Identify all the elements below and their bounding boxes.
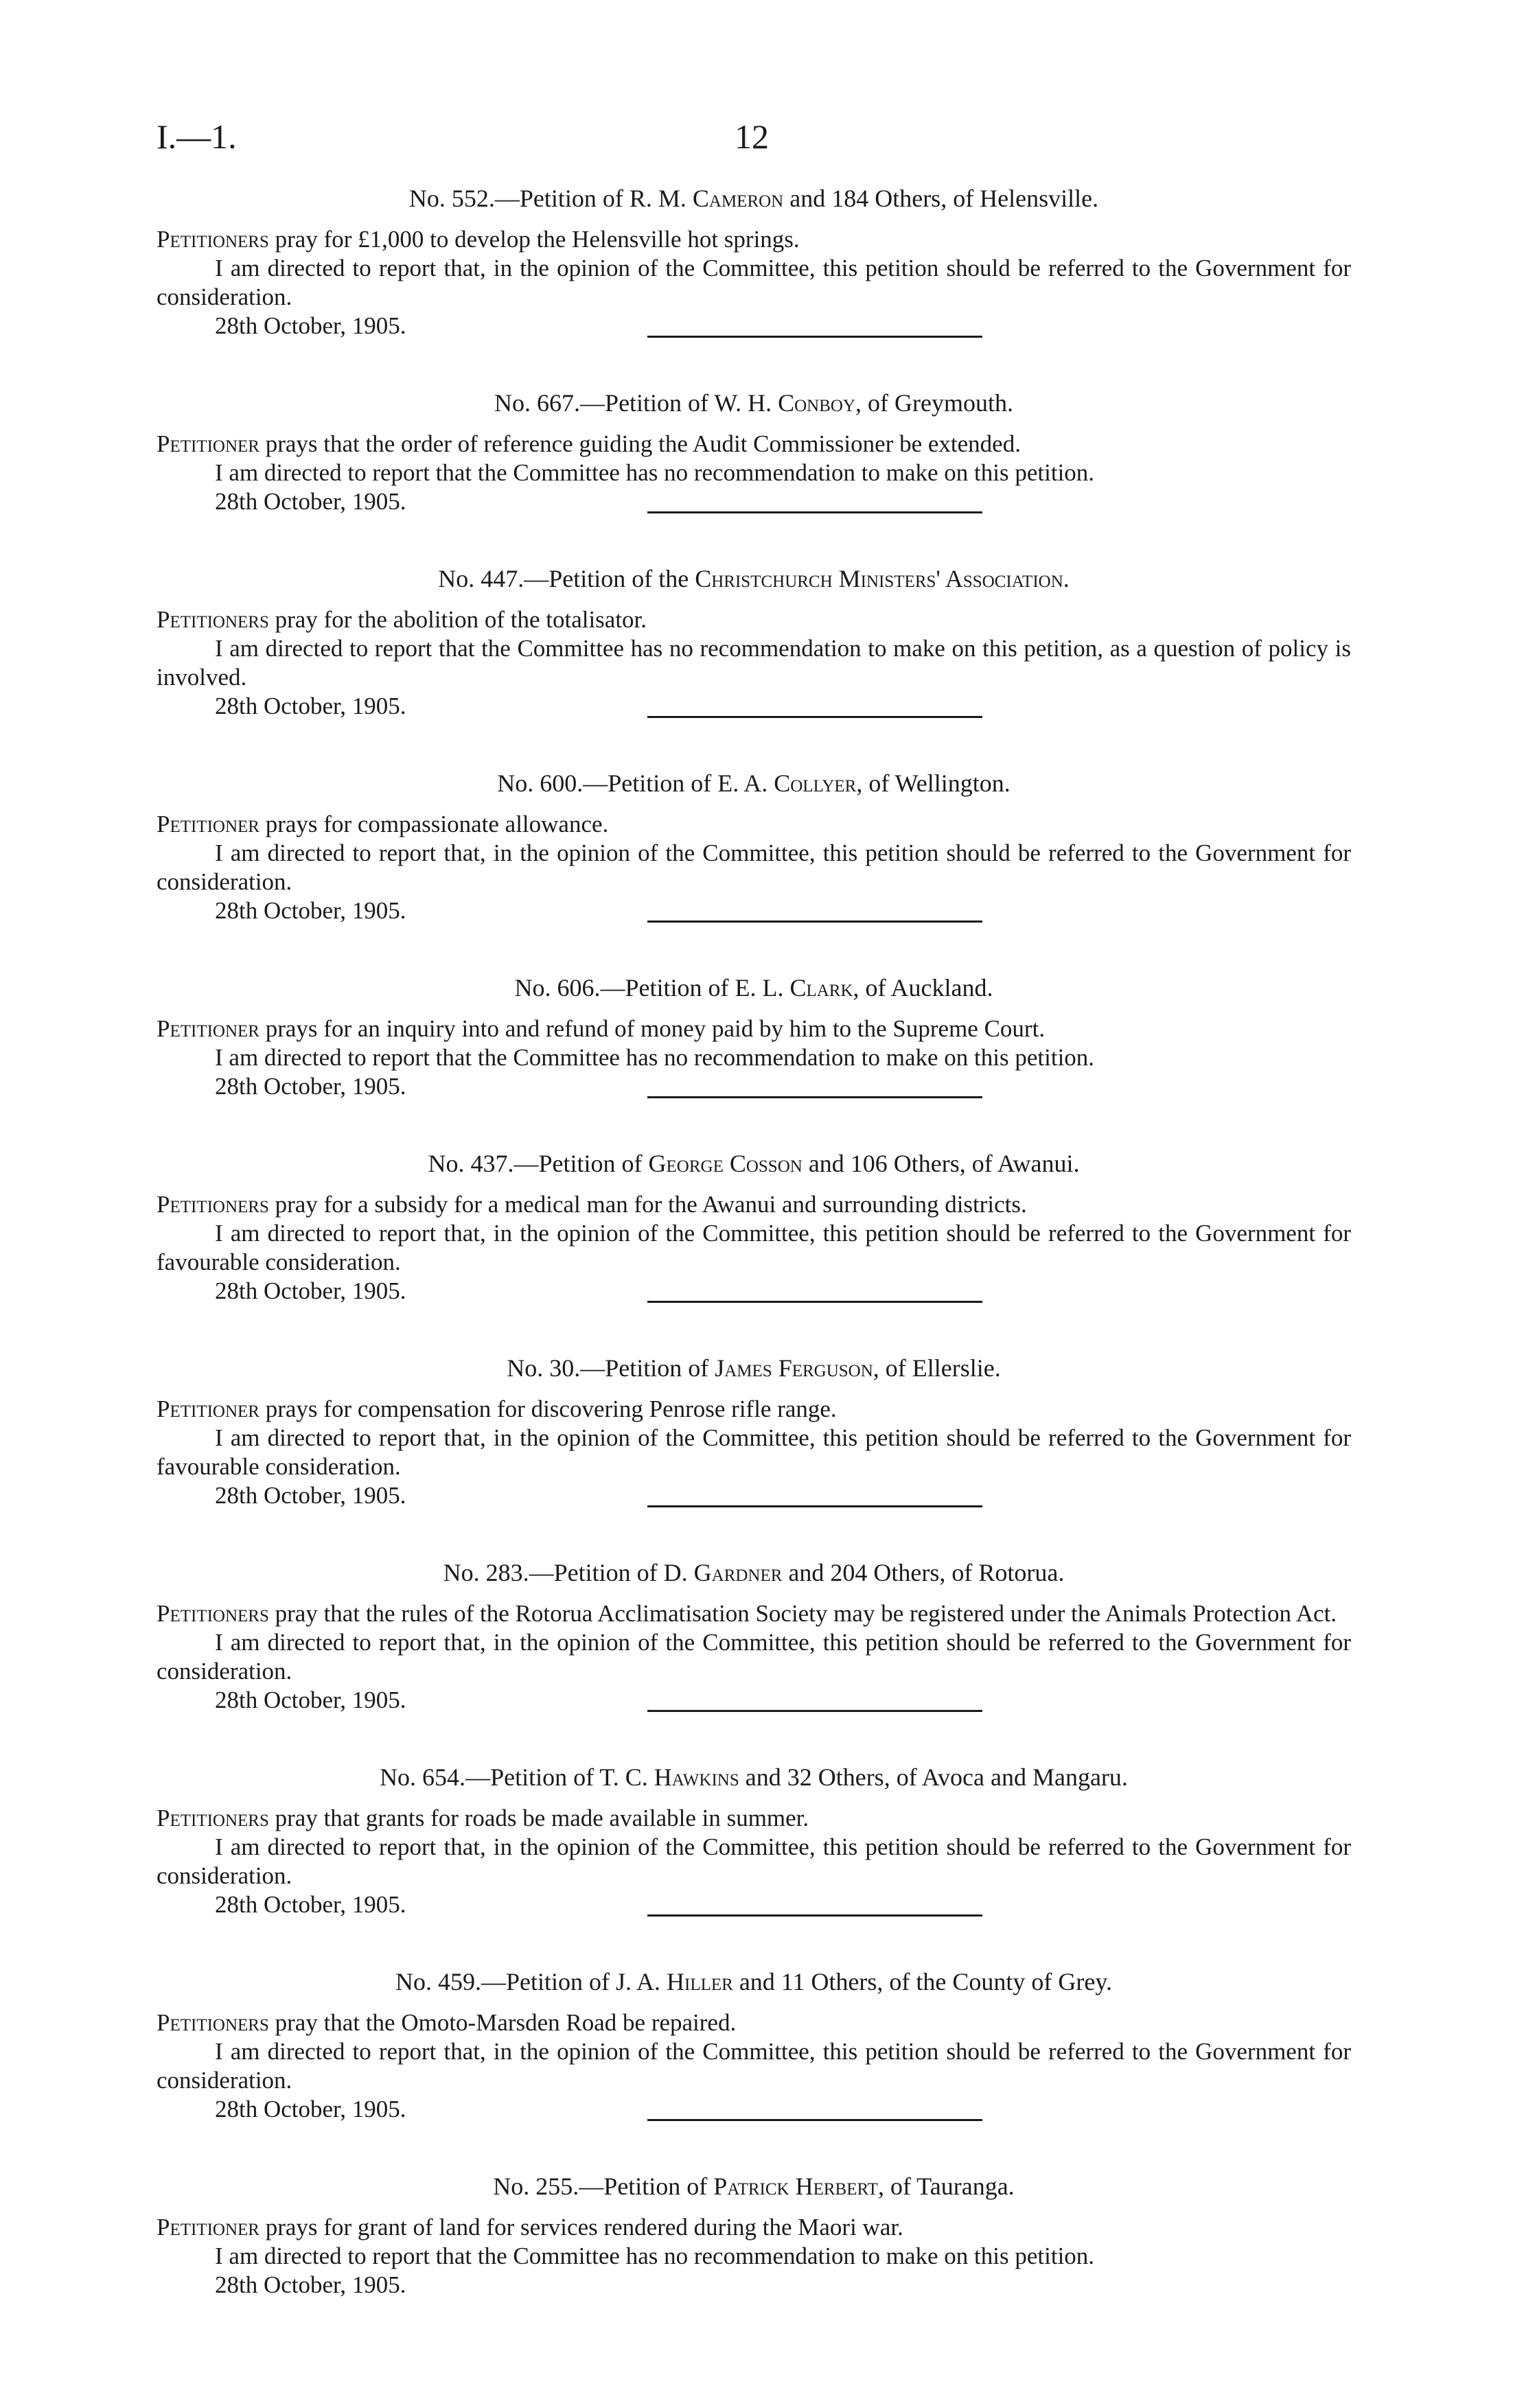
petition-title xyxy=(157,184,1351,213)
petition-prayer xyxy=(157,605,1351,634)
report-date: 28th October, 1905. xyxy=(215,897,406,924)
committee-report: I am directed to report that, in the opinion of the Committee, this petition should be referred to the Government for favourable consideration. xyxy=(157,1220,1351,1275)
dateline xyxy=(157,312,1351,340)
petition-title-text: —Petition of D. xyxy=(529,1559,694,1586)
dateline xyxy=(157,1481,1351,1510)
petition-title-end: , of Greymouth. xyxy=(855,389,1013,417)
document-reference: I.—1. xyxy=(157,117,237,156)
petition-prayer xyxy=(157,1395,1351,1424)
petition-number: No. 600. xyxy=(497,769,584,797)
petition-number: No. 30. xyxy=(507,1354,581,1382)
petitioner-lead: Petitioner xyxy=(157,1015,259,1042)
petition-title-end: and 204 Others, of Rotorua. xyxy=(782,1559,1065,1586)
petition-title xyxy=(157,1558,1351,1587)
petition-title-end: . xyxy=(1063,565,1070,592)
petitioner-lead: Petitioners xyxy=(157,226,269,253)
petition-title-end: and 11 Others, of the County of Grey. xyxy=(732,1968,1113,1995)
dateline xyxy=(157,2095,1351,2124)
petition-title xyxy=(157,1763,1351,1792)
committee-report: I am directed to report that the Committee has no recommendation to make on this petition. xyxy=(215,2243,1095,2269)
petition-title xyxy=(157,389,1351,417)
dateline xyxy=(157,1072,1351,1101)
petition-title-text: —Petition of W. H. xyxy=(580,389,778,417)
committee-report: I am directed to report that, in the opinion of the Committee, this petition should be referred to the Government for consideration. xyxy=(157,840,1351,895)
committee-report: I am directed to report that, in the opinion of the Committee, this petition should be referred to the Government for consideration. xyxy=(157,1833,1351,1889)
report-date: 28th October, 1905. xyxy=(215,1891,406,1918)
committee-report: I am directed to report that the Committee has no recommendation to make on this petition. xyxy=(215,1044,1095,1071)
prayer-text: pray for a subsidy for a medical man for the Awanui and surrounding districts. xyxy=(268,1191,1027,1218)
petition-entry xyxy=(157,184,1351,340)
report-date: 28th October, 1905. xyxy=(215,1482,406,1509)
petition-number: No. 447. xyxy=(438,565,524,592)
dateline xyxy=(157,896,1351,925)
petitioner-name: George Cosson xyxy=(648,1150,803,1177)
petition-title-end: , of Wellington. xyxy=(856,769,1011,797)
prayer-text: prays for compassionate allowance. xyxy=(259,811,609,837)
dateline xyxy=(157,2271,1351,2300)
petitioner-name: James Ferguson xyxy=(715,1354,873,1382)
petitioner-name: Christchurch Ministers' Association xyxy=(695,565,1063,592)
dateline xyxy=(157,1277,1351,1306)
petitioner-name: Clark xyxy=(789,974,853,1002)
petition-title-text: —Petition of J. A. xyxy=(481,1968,667,1995)
separator-rule xyxy=(647,1505,982,1507)
petition-title xyxy=(157,1967,1351,1996)
committee-report: I am directed to report that, in the opinion of the Committee, this petition should be referred to the Government for consideration. xyxy=(157,2038,1351,2094)
petition-entry xyxy=(157,769,1351,925)
petition-number: No. 437. xyxy=(428,1150,514,1177)
petition-prayer xyxy=(157,225,1351,254)
petition-number: No. 283. xyxy=(443,1559,529,1586)
petition-title xyxy=(157,1149,1351,1178)
petition-prayer xyxy=(157,430,1351,459)
petition-entry xyxy=(157,1149,1351,1306)
petitioner-name: Conboy xyxy=(778,389,855,417)
petition-title-text: —Petition of E. A. xyxy=(583,769,774,797)
report-date: 28th October, 1905. xyxy=(215,2096,406,2122)
petition-title xyxy=(157,564,1351,593)
page-header xyxy=(157,117,1351,165)
petition-title-text: —Petition of T. C. xyxy=(465,1763,654,1791)
separator-rule xyxy=(647,511,982,513)
petition-number: No. 459. xyxy=(395,1968,481,1995)
petition-prayer xyxy=(157,1804,1351,1833)
separator-rule xyxy=(647,1301,982,1303)
prayer-text: prays for an inquiry into and refund of money paid by him to the Supreme Court. xyxy=(259,1015,1046,1042)
petition-title-text: —Petition of R. M. xyxy=(494,185,693,212)
separator-rule xyxy=(647,2119,982,2121)
report-date: 28th October, 1905. xyxy=(215,1687,406,1713)
dateline xyxy=(157,1890,1351,1919)
petition-prayer xyxy=(157,2008,1351,2037)
separator-rule xyxy=(647,1710,982,1712)
dateline xyxy=(157,1686,1351,1715)
petition-number: No. 606. xyxy=(514,974,601,1002)
page-number: 12 xyxy=(735,117,769,156)
report-date: 28th October, 1905. xyxy=(215,312,406,339)
petition-prayer xyxy=(157,1015,1351,1043)
petition-title xyxy=(157,2172,1351,2201)
petitioner-lead: Petitioner xyxy=(157,1396,259,1422)
petition-number: No. 552. xyxy=(408,185,495,212)
petition-entry xyxy=(157,1763,1351,1919)
petition-title-text: —Petition of the xyxy=(524,565,695,592)
petition-title-end: , of Tauranga. xyxy=(877,2173,1015,2200)
report-date: 28th October, 1905. xyxy=(215,488,406,515)
separator-rule xyxy=(647,921,982,923)
petition-entry xyxy=(157,1354,1351,1510)
petition-prayer xyxy=(157,1190,1351,1219)
prayer-text: pray that grants for roads be made available in summer. xyxy=(268,1805,809,1831)
petition-list xyxy=(157,184,1351,2348)
petitioner-lead: Petitioner xyxy=(157,2214,259,2241)
report-date: 28th October, 1905. xyxy=(215,1277,406,1304)
petition-title-end: and 32 Others, of Avoca and Mangaru. xyxy=(739,1763,1128,1791)
separator-rule xyxy=(647,336,982,338)
separator-rule xyxy=(647,716,982,718)
petition-title-end: , of Auckland. xyxy=(853,974,993,1002)
report-date: 28th October, 1905. xyxy=(215,2271,406,2298)
prayer-text: pray for the abolition of the totalisator. xyxy=(268,606,647,633)
petitioner-name: Patrick Herbert xyxy=(713,2173,878,2200)
petition-number: No. 667. xyxy=(494,389,581,417)
prayer-text: pray that the Omoto-Marsden Road be repaired. xyxy=(268,2009,737,2036)
prayer-text: prays that the order of reference guiding the Audit Commissioner be extended. xyxy=(259,430,1021,457)
petition-title-text: —Petition of E. L. xyxy=(600,974,790,1002)
petition-entry xyxy=(157,1558,1351,1715)
petition-entry xyxy=(157,1967,1351,2124)
petitioner-name: Cameron xyxy=(692,185,784,212)
dateline xyxy=(157,692,1351,721)
petition-title-text: —Petition of xyxy=(513,1150,649,1177)
petition-entry xyxy=(157,564,1351,721)
prayer-text: pray for £1,000 to develop the Helensville hot springs. xyxy=(268,226,800,253)
petition-title-end: , of Ellerslie. xyxy=(873,1354,1001,1382)
petitioner-lead: Petitioners xyxy=(157,1805,269,1831)
petitioner-lead: Petitioners xyxy=(157,2009,269,2036)
committee-report: I am directed to report that the Committee has no recommendation to make on this petition. xyxy=(215,459,1095,486)
prayer-text: pray that the rules of the Rotorua Acclimatisation Society may be registered under the Animals Protection Act. xyxy=(268,1600,1337,1627)
committee-report: I am directed to report that, in the opinion of the Committee, this petition should be referred to the Government for consideration. xyxy=(157,1629,1351,1685)
petition-entry xyxy=(157,2172,1351,2300)
committee-report: I am directed to report that, in the opinion of the Committee, this petition should be referred to the Government for favourable consideration. xyxy=(157,1424,1351,1480)
petition-prayer xyxy=(157,2213,1351,2242)
petitioner-name: Collyer xyxy=(774,769,857,797)
petition-prayer xyxy=(157,1599,1351,1628)
petition-title xyxy=(157,1354,1351,1382)
petitioner-lead: Petitioner xyxy=(157,811,259,837)
petitioner-lead: Petitioners xyxy=(157,1600,269,1627)
petition-number: No. 255. xyxy=(493,2173,579,2200)
petitioner-name: Hawkins xyxy=(654,1763,739,1791)
petitioner-lead: Petitioners xyxy=(157,1191,269,1218)
petitioner-lead: Petitioners xyxy=(157,606,269,633)
petitioner-lead: Petitioner xyxy=(157,430,259,457)
petition-title-end: and 106 Others, of Awanui. xyxy=(802,1150,1080,1177)
separator-rule xyxy=(647,1914,982,1917)
committee-report: I am directed to report that the Committee has no recommendation to make on this petition, as a question of policy is involved. xyxy=(157,635,1351,691)
petitioner-name: Hiller xyxy=(667,1968,733,1995)
prayer-text: prays for compensation for discovering Penrose rifle range. xyxy=(259,1396,837,1422)
petition-title-text: —Petition of xyxy=(580,1354,715,1382)
petition-entry xyxy=(157,389,1351,516)
petition-entry xyxy=(157,973,1351,1101)
dateline xyxy=(157,487,1351,516)
report-date: 28th October, 1905. xyxy=(215,693,406,719)
petition-title-end: and 184 Others, of Helensville. xyxy=(783,185,1099,212)
report-date: 28th October, 1905. xyxy=(215,1073,406,1100)
separator-rule xyxy=(647,1096,982,1098)
petition-prayer xyxy=(157,810,1351,839)
committee-report: I am directed to report that, in the opinion of the Committee, this petition should be referred to the Government for consideration. xyxy=(157,255,1351,310)
petition-title xyxy=(157,769,1351,798)
petition-number: No. 654. xyxy=(380,1763,466,1791)
petitioner-name: Gardner xyxy=(693,1559,783,1586)
petition-title-text: —Petition of xyxy=(579,2173,714,2200)
prayer-text: prays for grant of land for services rendered during the Maori war. xyxy=(259,2214,903,2241)
petition-title xyxy=(157,973,1351,1002)
